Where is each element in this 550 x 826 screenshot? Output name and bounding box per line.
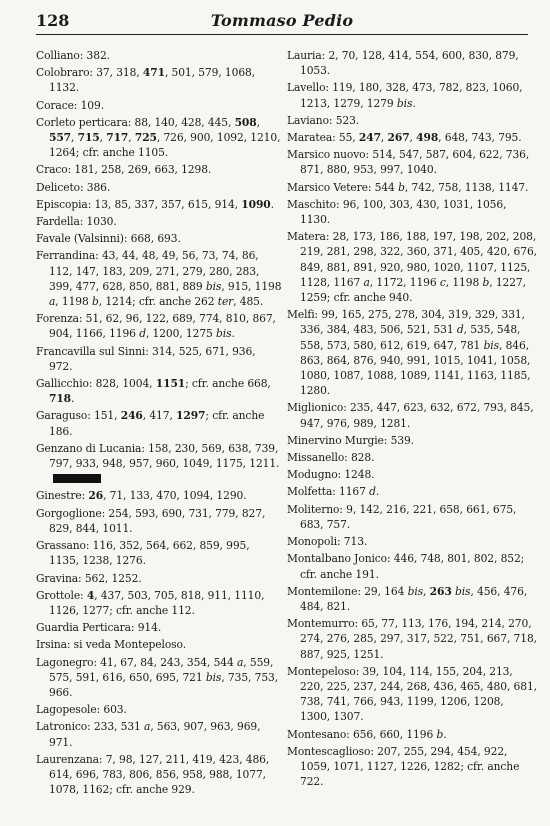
index-entry (287, 307, 537, 398)
entry-text: , (128, 131, 135, 145)
entry-text: , 563, 907, 963, 969, 971. (49, 720, 261, 749)
index-entry (287, 433, 537, 448)
entry-text: Miglionico: 235, 447, 623, 632, 672, 793, 845, 947, 976, 989, 1281. (287, 401, 534, 430)
entry-text: , 1200, 1275 (145, 327, 217, 341)
index-entry (287, 727, 537, 742)
index-entry (36, 620, 282, 635)
bold-reference: 508 (234, 115, 257, 129)
italic-suffix: bis (407, 584, 424, 598)
bold-reference: 4 (86, 588, 95, 602)
entry-text: . (412, 96, 416, 110)
bold-reference: 267 (387, 131, 410, 145)
entry-text: , (380, 131, 388, 145)
entry-text: Corace: 109. (36, 98, 104, 112)
index-entry (287, 616, 537, 662)
entry-text: , 485. (233, 295, 264, 309)
entry-text: Moliterno: 9, 142, 216, 221, 658, 661, 675, 683, 757. (287, 502, 517, 531)
entry-text: . (270, 197, 274, 211)
italic-suffix: b (436, 727, 444, 741)
entry-text: Montalbano Jonico: 446, 748, 801, 802, 852; cfr. anche 191. (287, 552, 525, 581)
entry-text: , 915, 1198 (221, 279, 282, 293)
entry-text: , 648, 743, 795. (438, 131, 522, 145)
entry-text: Laurenzana: 7, 98, 127, 211, 419, 423, 486, 614, 696, 783, 806, 856, 958, 988, 1077, 1078, 1162; cfr. anche 929. (36, 752, 270, 797)
bold-reference: 263 (429, 584, 452, 598)
entry-text: Monopoli: 713. (287, 535, 368, 549)
index-entry (36, 588, 282, 618)
entry-text: Modugno: 1248. (287, 468, 375, 482)
entry-text: . (443, 727, 447, 741)
index-entry (36, 311, 282, 341)
entry-text: , 735, 753, 966. (49, 670, 279, 699)
index-entry (287, 80, 537, 110)
index-entry (287, 467, 537, 482)
italic-suffix: b (398, 180, 405, 194)
index-entry (287, 180, 537, 195)
entry-text: Garaguso: 151, (36, 409, 121, 423)
entry-text: Lauria: 2, 70, 128, 414, 554, 600, 830, 879, 1053. (287, 49, 519, 78)
bold-reference: 1297 (176, 409, 206, 423)
italic-suffix: a (363, 275, 370, 289)
running-title: Tommaso Pedio (210, 11, 354, 30)
redaction-bar (53, 474, 101, 483)
index-entry (287, 664, 537, 725)
entry-text: . (231, 327, 235, 341)
index-entry (36, 488, 282, 503)
entry-text: Montemurro: 65, 77, 113, 176, 194, 214, 270, 274, 276, 285, 297, 317, 522, 751, 667, 718, 887, 925, 1251. (287, 617, 537, 661)
entry-text: , 726, 900, 1092, 1210, 1264; cfr. anche 1105. (49, 131, 281, 160)
entry-text: Colobraro: 37, 318, (36, 66, 143, 80)
italic-suffix: d (139, 327, 146, 341)
entry-text: , 1214; cfr. anche 262 (98, 295, 218, 309)
index-entry (36, 65, 282, 95)
entry-text: Irsina: si veda Montepeloso. (36, 638, 186, 652)
bold-reference: 1151 (155, 377, 186, 391)
entry-text: , 1172, 1196 (369, 275, 440, 289)
index-entry (287, 450, 537, 465)
index-entry (36, 197, 282, 212)
entry-text: Guardia Perticara: 914. (36, 621, 162, 635)
index-entry (36, 376, 282, 406)
entry-text: Gravina: 562, 1252. (36, 571, 142, 585)
italic-suffix: c (439, 275, 446, 289)
index-column-right (287, 48, 537, 791)
entry-text: ; cfr. anche 668, (185, 377, 271, 391)
bold-reference: 498 (416, 131, 439, 145)
italic-suffix: a (49, 295, 56, 309)
entry-text: Episcopia: 13, 85, 337, 357, 615, 914, (36, 197, 242, 211)
entry-text: , 71, 133, 470, 1094, 1290. (103, 489, 247, 503)
index-entry (287, 400, 537, 430)
bold-reference: 471 (142, 66, 165, 80)
italic-suffix: bis (205, 279, 222, 293)
italic-suffix: bis (483, 338, 500, 352)
italic-suffix: bis (454, 584, 471, 598)
entry-text: . (71, 392, 75, 406)
entry-text: Montemilone: 29, 164 (287, 584, 408, 598)
index-entry (36, 344, 282, 374)
index-entry (36, 214, 282, 229)
entry-text: Latronico: 233, 531 (36, 720, 145, 734)
page-header (36, 8, 528, 32)
index-entry (287, 744, 537, 790)
entry-text: Gallicchio: 828, 1004, (36, 377, 156, 391)
index-entry (287, 584, 537, 614)
entry-text: Colliano: 382. (36, 49, 110, 62)
entry-text: , 417, (142, 409, 177, 423)
index-entry (36, 441, 282, 487)
index-entry (36, 719, 282, 749)
index-entry (287, 147, 537, 177)
entry-text: Marsico nuovo: 514, 547, 587, 604, 622, 736, 871, 880, 953, 997, 1040. (287, 148, 530, 177)
index-entry (36, 48, 282, 63)
entry-text: Maschito: 96, 100, 303, 430, 1031, 1056, 1130. (287, 197, 507, 227)
index-entry (36, 180, 282, 195)
italic-suffix: d (456, 323, 464, 337)
entry-text: Gorgoglione: 254, 593, 690, 731, 779, 827, 829, 844, 1011. (36, 506, 266, 535)
entry-text: Montesano: 656, 660, 1196 (287, 727, 437, 741)
italic-suffix: a (237, 655, 244, 669)
index-entry (36, 702, 282, 717)
entry-text: Corleto perticara: 88, 140, 428, 445, (36, 115, 235, 129)
index-entry (36, 637, 282, 652)
bold-reference: 717 (106, 131, 129, 145)
index-entry (287, 130, 537, 145)
bold-reference: 247 (358, 131, 381, 145)
entry-text: Matera: 28, 173, 186, 188, 197, 198, 202, 208, 219, 281, 298, 322, 360, 371, 405, 420, 676, 849, 881, 891, 920, 980, 1020, 1107, 1125, 1128, 1167 (287, 230, 537, 289)
bold-reference: 718 (49, 392, 72, 406)
entry-text: Forenza: 51, 62, 96, 122, 689, 774, 810, 867, 904, 1166, 1196 (36, 312, 276, 341)
bold-reference: 246 (120, 409, 143, 423)
italic-suffix: d (369, 485, 376, 499)
entry-text: , 742, 758, 1138, 1147. (404, 180, 529, 194)
index-entry (36, 98, 282, 113)
index-column-left (36, 48, 282, 799)
italic-suffix: bis (396, 96, 413, 110)
index-entry (287, 502, 537, 532)
entry-text: Ferrandina: 43, 44, 48, 49, 56, 73, 74, 86, 112, 147, 183, 209, 271, 279, 280, 283, 399, 477, 628, 850, 881, 889 (36, 249, 260, 293)
bold-reference: 725 (134, 131, 157, 145)
italic-suffix: ter (217, 295, 234, 309)
entry-text: Favale (Valsinni): 668, 693. (36, 232, 181, 246)
index-entry (36, 408, 282, 438)
entry-text: Maratea: 55, (287, 131, 359, 145)
entry-text: , 1198 (55, 295, 92, 309)
entry-text: Melfi: 99, 165, 275, 278, 304, 319, 329, 331, 336, 384, 483, 506, 521, 531 (287, 308, 525, 337)
index-entry (287, 197, 537, 227)
entry-text: , (99, 131, 107, 145)
entry-text: Marsico Vetere: 544 (287, 180, 399, 194)
entry-text: Montepeloso: 39, 104, 114, 155, 204, 213, 220, 225, 237, 244, 268, 436, 465, 480, 681, 738, 741, 766, 943, 1199, 1206, 1208, 1300, 1307. (287, 664, 537, 724)
index-entry (36, 506, 282, 536)
bold-reference: 557 (49, 131, 72, 145)
index-entry (287, 48, 537, 78)
entry-text: Lagonegro: 41, 67, 84, 243, 354, 544 (36, 655, 238, 669)
entry-text: Grottole: (36, 588, 87, 602)
index-entry (36, 115, 282, 161)
entry-text: , (423, 584, 430, 598)
entry-text: Grassano: 116, 352, 564, 662, 859, 995, 1135, 1238, 1276. (36, 539, 250, 568)
index-entry (287, 551, 537, 581)
entry-text: Laviano: 523. (287, 113, 360, 127)
entry-text: ; cfr. anche 186. (49, 409, 265, 438)
entry-text: Montescaglioso: 207, 255, 294, 454, 922, 1059, 1071, 1127, 1226, 1282; cfr. anche 722. (287, 744, 520, 789)
entry-text: , 1198 (445, 275, 483, 289)
entry-text: Deliceto: 386. (36, 180, 111, 194)
entry-text: . (375, 485, 380, 499)
index-entry (36, 231, 282, 246)
entry-text: , (409, 131, 417, 145)
entry-text: Molfetta: 1167 (287, 485, 370, 499)
entry-text: , 1227, 1259; cfr. anche 940. (300, 275, 526, 305)
entry-text: Minervino Murgie: 539. (287, 433, 414, 447)
bold-reference: 1090 (241, 197, 271, 211)
entry-text: , 535, 548, 558, 573, 580, 612, 619, 647, 781 (300, 323, 521, 352)
index-entry (36, 571, 282, 586)
entry-text: , 501, 579, 1068, 1132. (49, 66, 256, 95)
page-number: 128 (36, 11, 70, 30)
index-entry (36, 162, 282, 177)
italic-suffix: bis (216, 327, 232, 341)
entry-text: Lavello: 119, 180, 328, 473, 782, 823, 1060, 1213, 1279, 1279 (287, 81, 523, 110)
entry-text: Missanello: 828. (287, 451, 375, 465)
italic-suffix: a (144, 720, 151, 734)
entry-text: Genzano di Lucania: 158, 230, 569, 638, 739, 797, 933, 948, 957, 960, 1049, 1175, 1211. (36, 441, 280, 471)
entry-text: , 456, 476, 484, 821. (300, 584, 528, 613)
entry-text: Fardella: 1030. (36, 215, 117, 229)
index-entry (287, 229, 537, 305)
entry-text: , 437, 503, 705, 818, 911, 1110, 1126, 1277; cfr. anche 112. (49, 588, 265, 617)
entry-text: , 559, 575, 591, 616, 650, 695, 721 (49, 655, 274, 684)
entry-text: , 846, 863, 864, 876, 940, 991, 1015, 1041, 1058, 1080, 1087, 1088, 1089, 1141, 1163, 1185, 1280. (300, 338, 531, 398)
header-rule (36, 34, 528, 35)
italic-suffix: b (482, 275, 490, 289)
entry-text: Ginestre: (36, 489, 89, 503)
entry-text: Lagopesole: 603. (36, 703, 127, 717)
entry-text: , (256, 115, 260, 129)
index-entry (287, 534, 537, 549)
index-entry (36, 538, 282, 568)
italic-suffix: bis (205, 670, 222, 684)
index-entry (36, 752, 282, 798)
bold-reference: 715 (77, 131, 100, 145)
italic-suffix: b (91, 295, 99, 309)
index-entry (287, 113, 537, 128)
entry-text: , (71, 131, 78, 145)
entry-text: Francavilla sul Sinni: 314, 525, 671, 936, 972. (36, 344, 256, 373)
entry-text: Craco: 181, 258, 269, 663, 1298. (36, 163, 212, 177)
index-entry (287, 484, 537, 499)
index-entry (36, 655, 282, 701)
index-entry (36, 248, 282, 309)
bold-reference: 26 (88, 489, 104, 503)
